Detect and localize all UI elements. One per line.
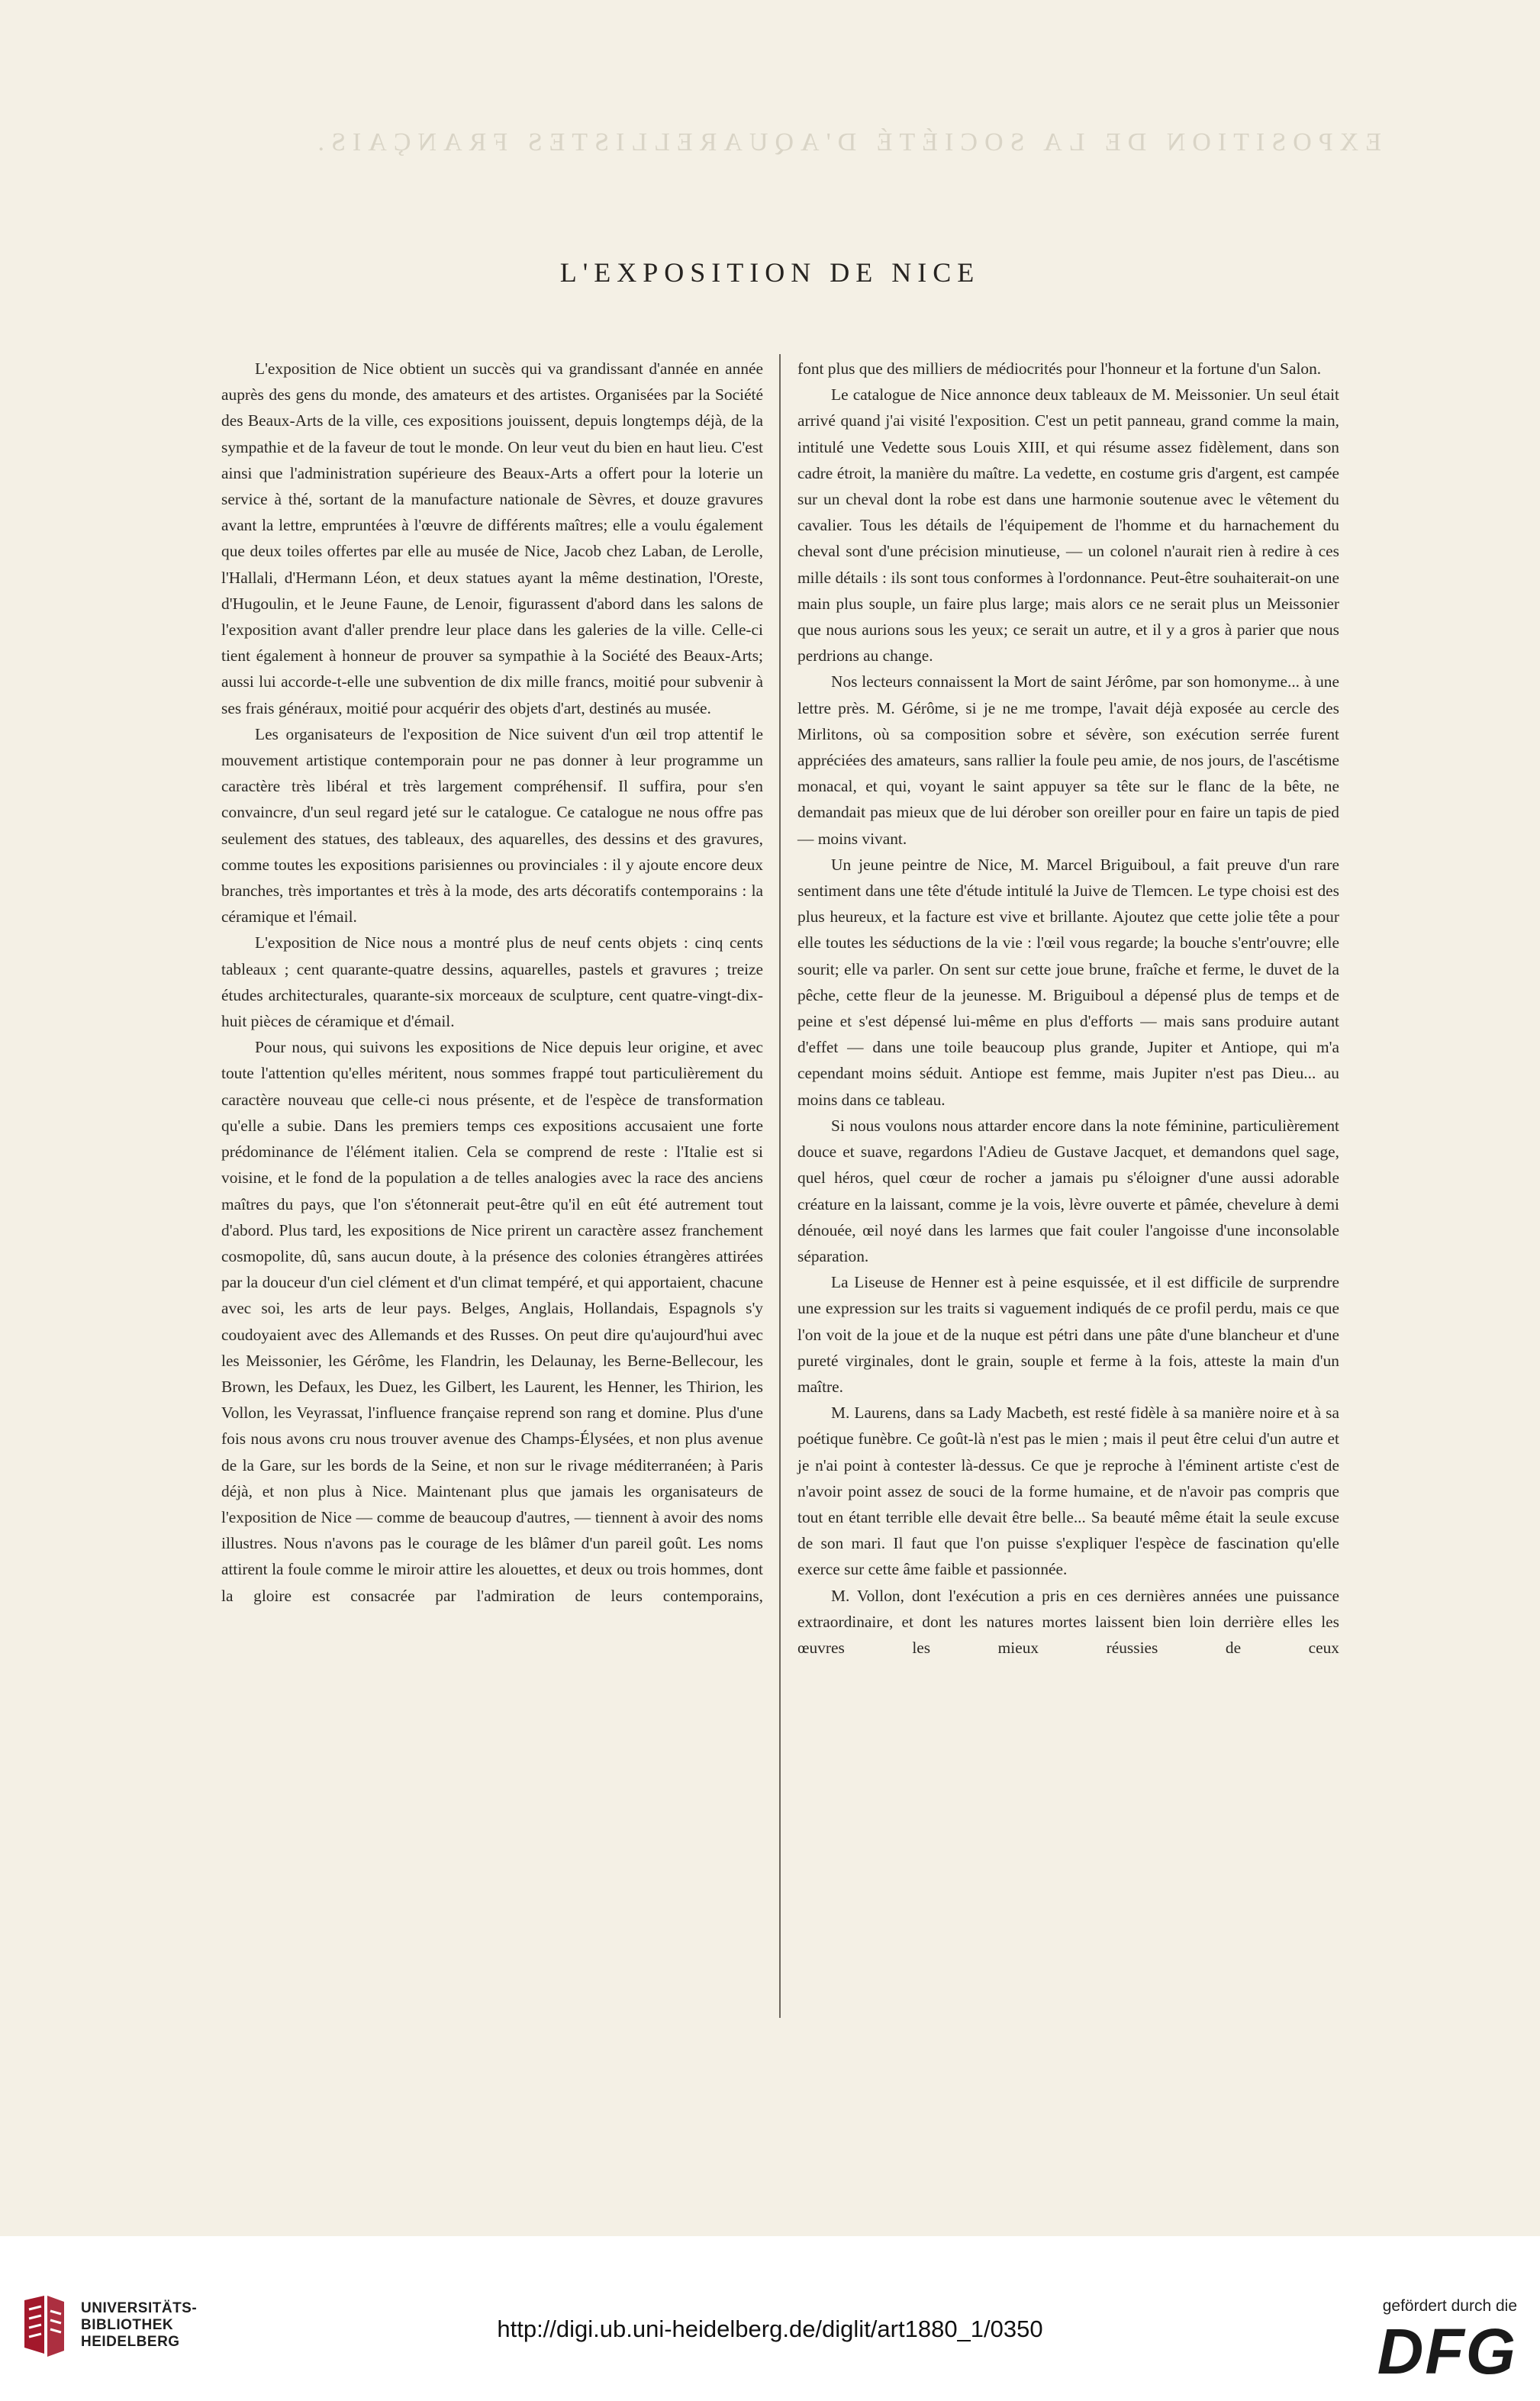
paragraph: Le catalogue de Nice annonce deux tableaux de M. Meissonier. Un seul était arrivé quand j'ai visité l'exposition. C'est un petit panneau, grand comme la main, intitulé une Vedette sous Louis XIII, et qui résume assez fidèlement, dans son cadre étroit, la manière du maître. La vedette, en costume gris d'argent, est campée sur un cheval dont la robe est dans une harmonie soutenue avec le vêtement du cavalier. Tous les détails de l'équipement de l'homme et du harnachement du cheval sont d'une précision minutieuse, — un colonel n'aurait rien à redire à ces mille détails : ils sont tous conformes à l'ordonnance. Peut-être souhaiterait-on une main plus souple, un faire plus large; mais alors ce ne serait plus un Meissonier que nous aurions sous les yeux; ce serait un autre, et il y a gros à parier que nous perdrions au change. — [797, 385, 1339, 666]
library-name-line: HEIDELBERG — [81, 2334, 180, 2350]
library-name-line: UNIVERSITÄTS- — [81, 2300, 198, 2316]
paragraph: Un jeune peintre de Nice, M. Marcel Briguiboul, a fait preuve d'un rare sentiment dans une tête d'étude intitulé la Juive de Tlemcen. Le type choisi est des plus heureux, et la facture est vive et brillante. Ajoutez que cette jolie tête a pour elle toutes les séductions de la vie : l'œil vous regarde; la bouche s'entr'ouvre; elle sourit; elle va parler. On sent sur cette joue brune, fraîche et ferme, le duvet de la pêche, cette fleur de la jeunesse. M. Briguiboul a dépensé plus de temps et de peine et s'est dépensé lui-même en plus d'efforts — mais sans produire autant d'effet — dans une toile beaucoup plus grande, Jupiter et Antiope, qui m'a cependant moins séduit. Antiope est femme, mais Jupiter n'est pas Dieu... au moins dans ce tableau. — [797, 855, 1339, 1109]
paragraph: Les organisateurs de l'exposition de Nice suivent d'un œil trop attentif le mouvement artistique contemporain pour ne pas donner à leur programme un caractère très libéral et très largement compréhensif. Il suffira, pour s'en convaincre, d'un seul regard jeté sur le catalogue. Ce catalogue ne nous offre pas seulement des statues, des tableaux, des aquarelles, des dessins et des gravures, comme toutes les expositions parisiennes ou provinciales : il y ajoute encore deux branches, très importantes et très à la mode, des arts décoratifs contemporains : la céramique et l'émail. — [221, 724, 763, 927]
show-through-heading: EXPOSITION DE LA SOCIÉTÉ D'AQUARELLISTES FRANÇAIS. — [311, 128, 1381, 156]
paragraph: M. Laurens, dans sa Lady Macbeth, est resté fidèle à sa manière noire et à sa poétique funèbre. Ce goût-là n'est pas le mien ; mais il peut être celui d'un autre et je n'ai point à contester là-dessus. Ce que je reproche à l'éminent artiste c'est de n'avoir point assez de souci de la forme humaine, et de n'avoir pas compris que tout en étant terrible elle devait être belle... Sa beauté même était la seule excuse de son mari. Il faut que l'on puisse s'expliquer l'espèce de fascination qu'elle exerce sur cette âme faible et passionnée. — [797, 1404, 1339, 1579]
footer-bar — [0, 2236, 1540, 2401]
paragraph: Pour nous, qui suivons les expositions de Nice depuis leur origine, et avec toute l'attention qu'elles méritent, nous sommes frappé tout particulièrement du caractère nouveau que celle-ci nous présente, et de l'espèce de transformation qu'elle a subie. Dans les premiers temps ces expositions accusaient une forte prédominance de l'élément italien. Cela se comprend de reste : l'Italie est si voisine, et le fond de la population a de telles analogies avec la race des anciens maîtres du pays, que l'on s'étonnerait peut-être qu'il en eût été autrement tout d'abord. Plus tard, les expositions de Nice prirent un caractère assez franchement cosmopolite, dû, sans aucun doute, à la présence des colonies étrangères attirées par la douceur d'un ciel clément et d'un climat tempéré, et qui apportaient, chacune avec soi, les arts de leur pays. Belges, Anglais, Hollandais, Espagnols s'y coudoyaient avec des Allemands et des Russes. On peut dire qu'aujourd'hui avec les Meissonier, les Gérôme, les Flandrin, les Delaunay, les Berne-Bellecour, les Brown, les Defaux, les Duez, les Gilbert, les Laurent, les Henner, les Thirion, les Vollon, les Veyrassat, l'influence française reprend son rang et domine. Plus d'une fois nous avons cru nous trouver avenue des Champs-Élysées, et non plus avenue de la Gare, sur les bords de la Seine, et non sur le rivage méditerranéen; à Paris déjà, et non plus à Nice. Maintenant plus que jamais les organisateurs de l'exposition de Nice — comme de beaucoup d'autres, — tiennent à avoir des noms illustres. Nous n'avons pas le courage de les blâmer d'un pareil goût. Les noms attirent la foule comme le miroir attire les alouettes, et deux ou trois hommes, dont la gloire est consacrée par l'admiration de leurs contemporains, — [221, 1038, 763, 1605]
article-title: L'EXPOSITION DE NICE — [559, 257, 981, 288]
dfg-logo: DFG — [1377, 2316, 1517, 2387]
permalink-url[interactable]: http://digi.ub.uni-heidelberg.de/diglit/art1880_1/0350 — [497, 2316, 1043, 2342]
funded-by-label: gefördert durch die — [1382, 2297, 1517, 2315]
paragraph: Si nous voulons nous attarder encore dans la note féminine, particulièrement douce et suave, regardons l'Adieu de Gustave Jacquet, et demandons quel sage, quel héros, quel cœur de rocher a jamais pu s'éloigner d'une aussi adorable créature en la laissant, comme je la vois, lèvre ouverte et pâmée, chevelure à demi dénouée, œil noyé dans les larmes que fait couler l'angoisse d'une inconsolable séparation. — [797, 1116, 1339, 1265]
paragraph: L'exposition de Nice obtient un succès qui va grandissant d'année en année auprès des gens du monde, des amateurs et des artistes. Organisées par la Société des Beaux-Arts de la ville, ces expositions jouissent, depuis longtemps déjà, de la sympathie et de la faveur de tout le monde. On leur veut du bien en haut lieu. C'est ainsi que l'administration supérieure des Beaux-Arts a offert pour la loterie un service à thé, sortant de la manufacture nationale de Sèvres, et douze gravures avant la lettre, empruntées à l'œuvre de différents maîtres; elle a voulu également que deux toiles offertes par elle au musée de Nice, Jacob chez Laban, de Lerolle, l'Hallali, d'Hermann Léon, et deux statues ayant la même destination, l'Oreste, d'Hugoulin, et le Jeune Faune, de Lenoir, figurassent d'abord dans les salons de l'exposition avant d'aller prendre leur place dans les galeries de la ville. Celle-ci tient également à honneur de prouver sa sympathie à la Société des Beaux-Arts; aussi lui accorde-t-elle une subvention de dix mille francs, moitié pour subvenir à ses frais généraux, moitié pour acquérir des objets d'art, destinés au musée. — [221, 359, 763, 717]
left-column — [221, 356, 763, 1609]
paragraph: L'exposition de Nice nous a montré plus de neuf cents objets : cinq cents tableaux ; cent quarante-quatre dessins, aquarelles, pastels et gravures ; treize études architecturales, quarante-six morceaux de sculpture, cent quatre-vingt-dix-huit pièces de céramique et d'émail. — [221, 933, 763, 1031]
paragraph: font plus que des milliers de médiocrités pour l'honneur et la fortune d'un Salon. — [797, 359, 1322, 378]
paragraph: M. Vollon, dont l'exécution a pris en ces dernières années une puissance extraordinaire, et dont les natures mortes laissent bien loin derrière elles les œuvres les mieux réussies de ceux — [797, 1586, 1339, 1657]
library-name-line: BIBLIOTHEK — [81, 2317, 174, 2333]
right-column — [797, 356, 1339, 1661]
column-divider — [779, 354, 781, 2018]
paragraph: La Liseuse de Henner est à peine esquissée, et il est difficile de surprendre une expression sur les traits si vaguement indiqués de ce profil perdu, mais ce que l'on voit de la joue et de la nuque est pétri dans une pâte d'une blancheur et d'une pureté virginales, dont le grain, souple et ferme à la fois, atteste la main d'un maître. — [797, 1273, 1339, 1396]
paragraph: Nos lecteurs connaissent la Mort de saint Jérôme, par son homonyme... à une lettre près. M. Gérôme, si je ne me trompe, l'avait déjà exposée au cercle des Mirlitons, où sa composition sobre et sévère, son exécution serrée furent appréciées des amateurs, sans rallier la foule peu amie, de nos jours, de l'ascétisme monacal, et qui, voyant le saint appuyer sa tête sur le flanc de la bête, ne demandait pas mieux que de lui dérober son oreiller pour en faire un tapis de pied — moins vivant. — [797, 672, 1339, 848]
